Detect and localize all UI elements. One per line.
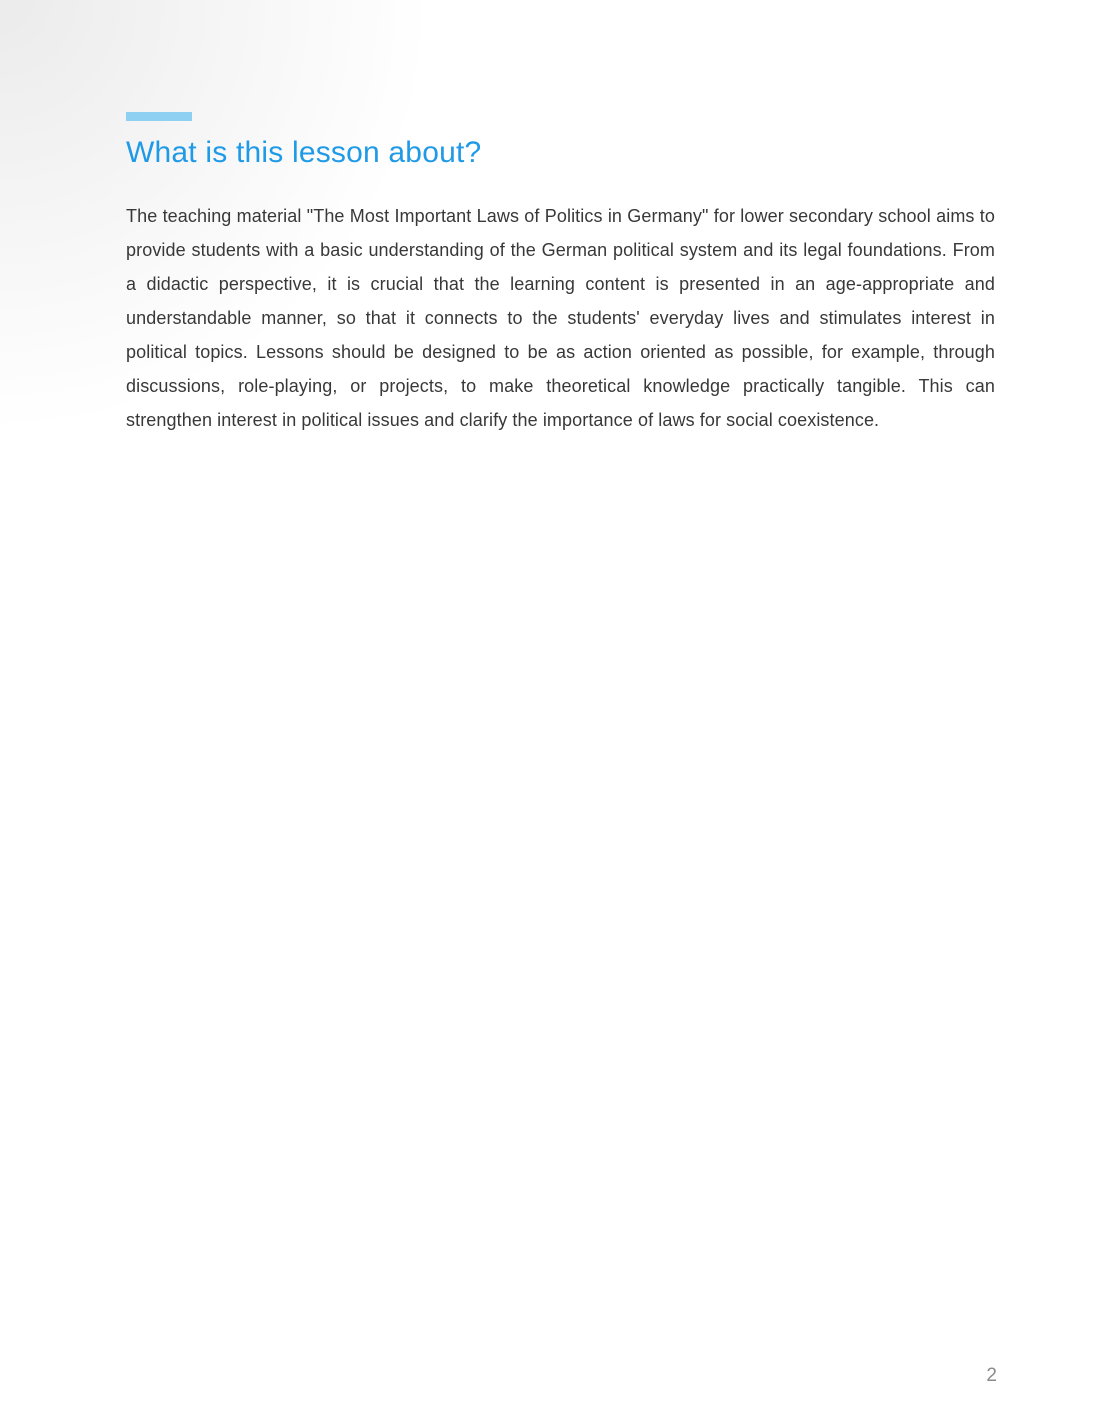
- section-title: What is this lesson about?: [126, 136, 482, 169]
- page-number: 2: [986, 1365, 997, 1386]
- heading-accent-bar: [126, 112, 192, 121]
- section: [126, 112, 995, 437]
- section-paragraph: The teaching material "The Most Important Laws of Politics in Germany" for lower secondary school aims to provide students with a basic understanding of the German political system and its legal foundations. From a didactic perspective, it is crucial that the learning content is presented in an age-appropriate and understandable manner, so that it connects to the students' everyday lives and stimulates interest in political topics. Lessons should be designed to be as action oriented as possible, for example, through discussions, role-playing, or projects, to make theoretical knowledge practically tangible. This can strengthen interest in political issues and clarify the importance of laws for social coexistence.: [126, 206, 995, 430]
